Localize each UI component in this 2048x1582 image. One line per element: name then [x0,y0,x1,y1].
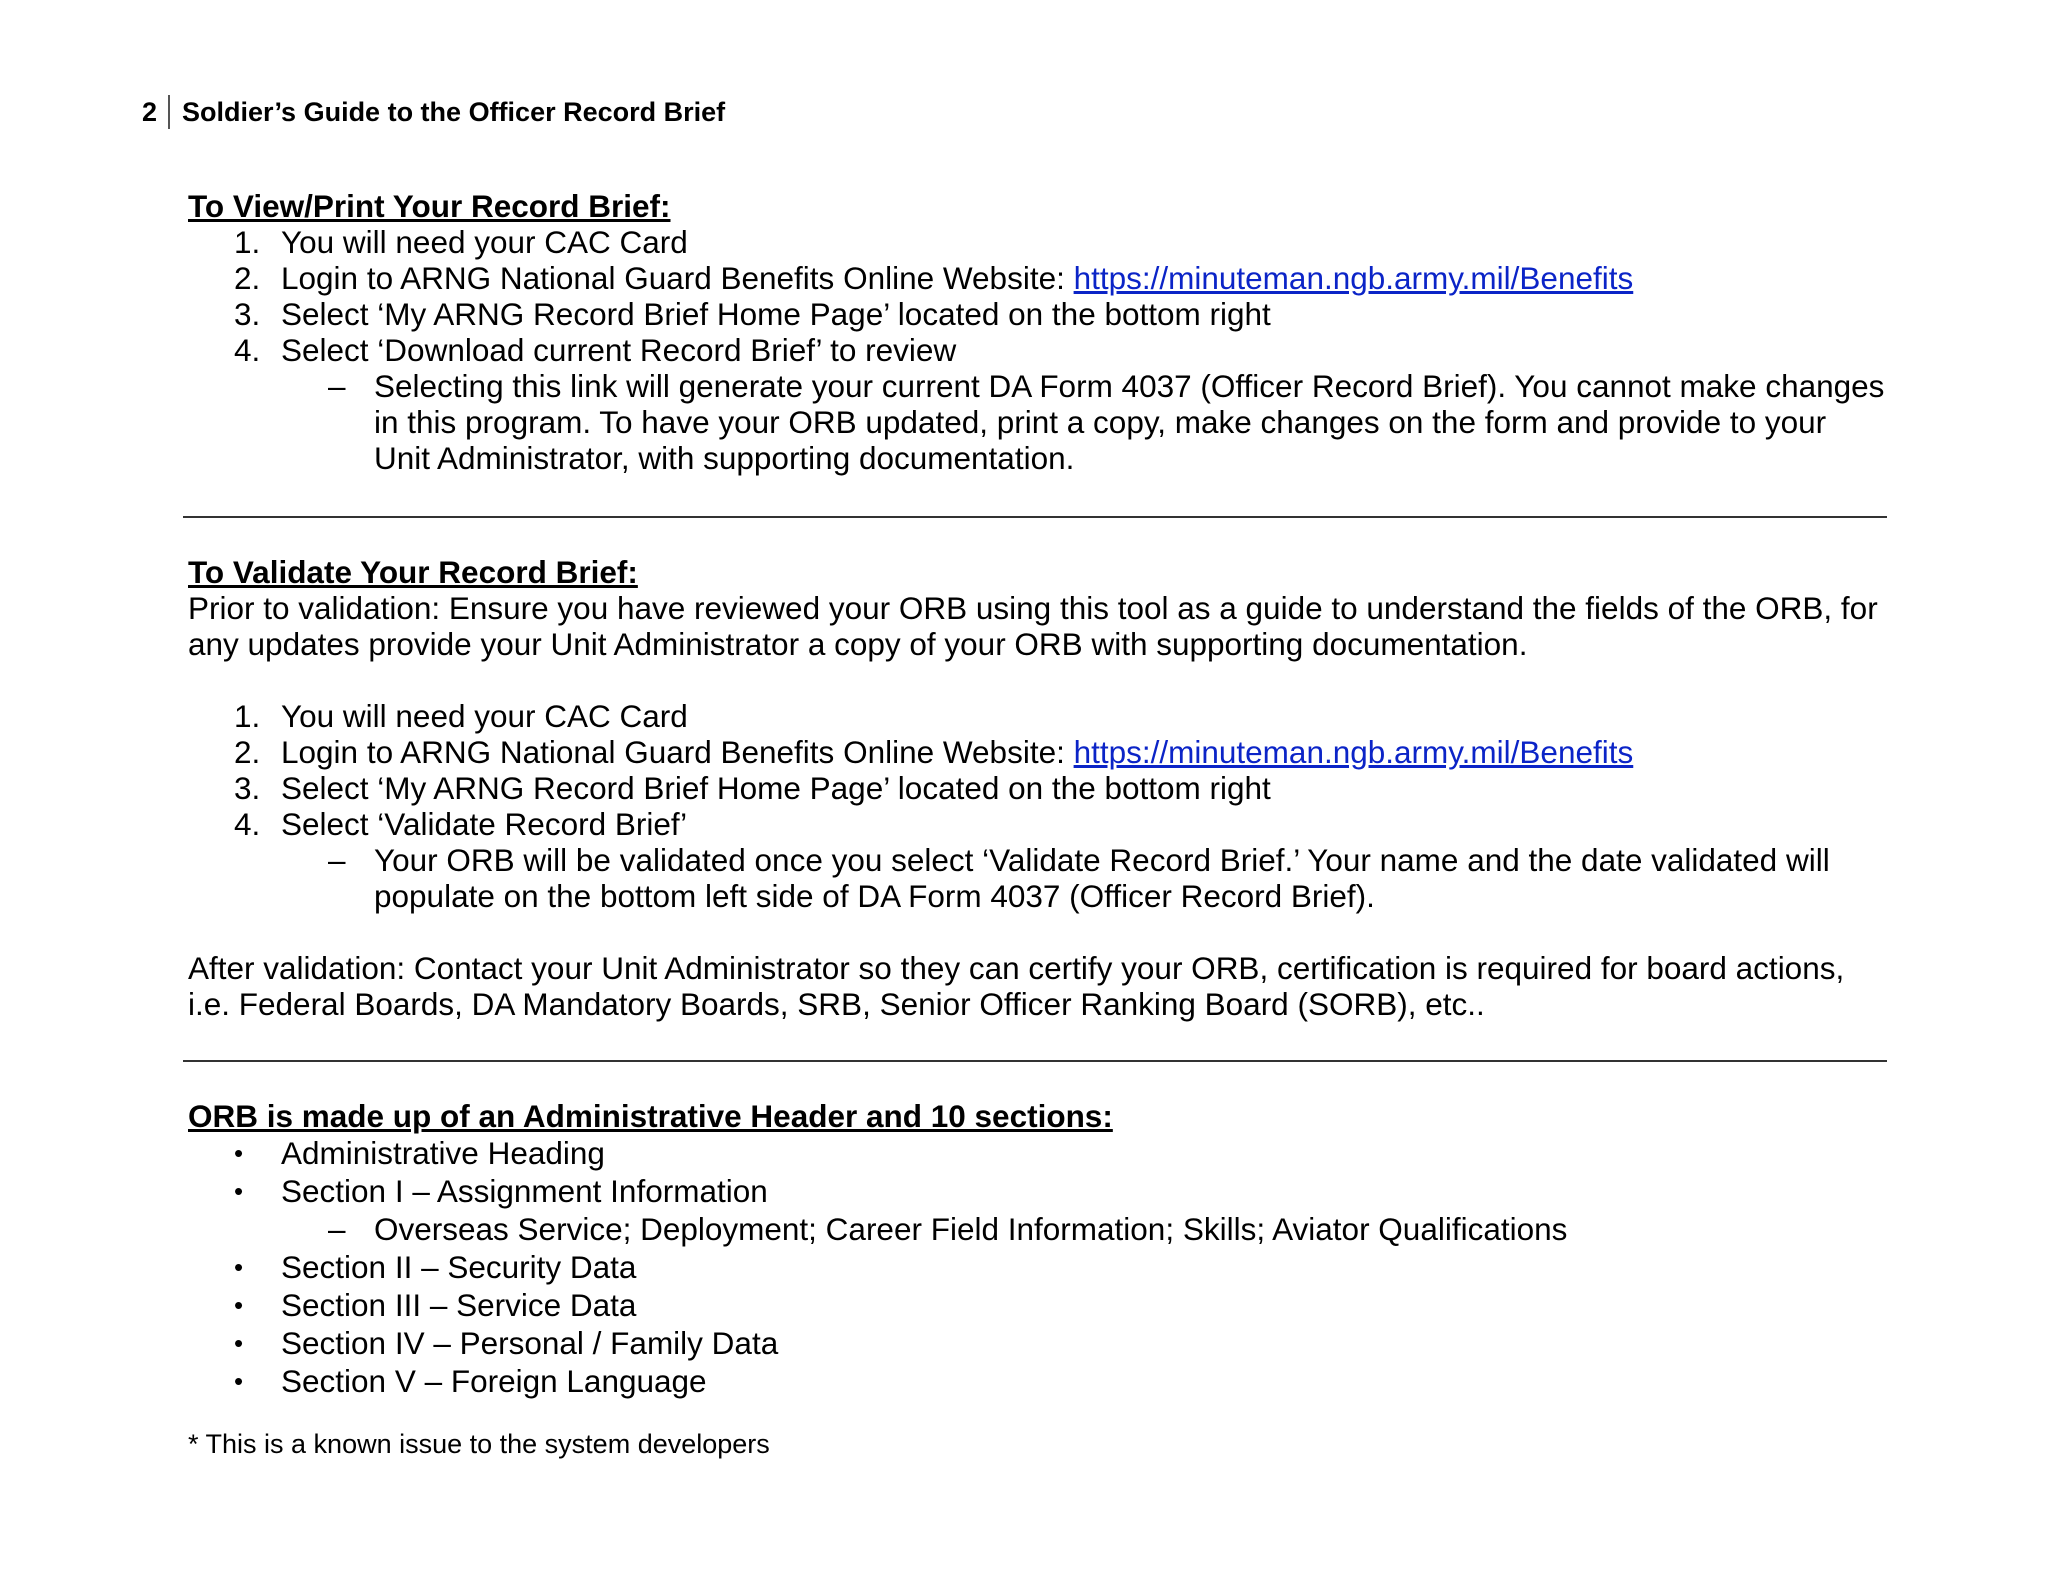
list-item [188,296,1888,332]
bullet-marker: • [234,1290,244,1320]
section-divider [183,516,1887,518]
document-title: Soldier’s Guide to the Officer Record Brief [182,97,726,127]
list-item [188,1324,1888,1362]
item-text: Section I – Assignment Information [281,1173,768,1209]
validate-heading: To Validate Your Record Brief: [188,554,638,590]
footnote: * This is a known issue to the system developers [188,1429,770,1459]
bullet-marker: • [234,1138,244,1168]
list-item [188,332,1888,368]
list-item [188,770,1888,806]
step-number: 4. [234,806,261,842]
step-number: 3. [234,770,261,806]
validate-section [188,554,1888,1022]
benefits-link[interactable]: https://minuteman.ngb.army.mil/Benefits [1073,260,1634,296]
step-number: 3. [234,296,261,332]
item-text: Section V – Foreign Language [281,1363,707,1399]
view-print-steps [188,224,1888,368]
step-text: You will need your CAC Card [281,224,688,260]
orb-sections [188,1098,1888,1400]
view-print-heading: To View/Print Your Record Brief: [188,188,671,224]
list-item [188,224,1888,260]
bullet-marker: • [234,1176,244,1206]
step-text: Login to ARNG National Guard Benefits Online Website: [281,260,1074,296]
note-text: Your ORB will be validated once you select ‘Validate Record Brief.’ Your name and the date validated will populate on the bottom left side of DA Form 4037 (Officer Record Brief). [374,842,1830,914]
dash-marker: – [328,1211,346,1247]
item-text: Section III – Service Data [281,1287,637,1323]
page-number: 2 [142,95,170,129]
item-text: Administrative Heading [281,1135,605,1171]
list-item [188,734,1888,770]
after-validation-text: After validation: Contact your Unit Administrator so they can certify your ORB, certification is required for board actions, i.e. Federal Boards, DA Mandatory Boards, SRB, Senior Officer Ranking Board (SORB), etc.. [188,950,1845,1022]
view-print-section [188,188,1888,476]
dash-marker: – [328,842,346,878]
step-number: 2. [234,260,261,296]
item-text: Section II – Security Data [281,1249,637,1285]
benefits-link[interactable]: https://minuteman.ngb.army.mil/Benefits [1073,734,1634,770]
step-text: You will need your CAC Card [281,698,688,734]
orb-section-list [188,1134,1888,1400]
step-text: Login to ARNG National Guard Benefits Online Website: [281,734,1074,770]
step-number: 1. [234,698,261,734]
step-number: 2. [234,734,261,770]
step-text: Select ‘Download current Record Brief’ to review [281,332,957,368]
page-header [142,92,725,132]
bullet-marker: • [234,1252,244,1282]
orb-heading: ORB is made up of an Administrative Header and 10 sections: [188,1098,1113,1134]
list-item [188,1172,1888,1210]
prior-validation-text: Prior to validation: Ensure you have reviewed your ORB using this tool as a guide to understand the fields of the ORB, for any updates provide your Unit Administrator a copy of your ORB with supporting documentation. [188,590,1878,662]
section-divider [183,1060,1887,1062]
dash-marker: – [328,368,346,404]
step-number: 1. [234,224,261,260]
validate-note [188,842,1888,914]
item-text: Overseas Service; Deployment; Career Field Information; Skills; Aviator Qualifications [374,1211,1568,1247]
note-text: Selecting this link will generate your current DA Form 4037 (Officer Record Brief). You cannot make changes in this program. To have your ORB updated, print a copy, make changes on the form and provide to your Unit Administrator, with supporting documentation. [374,368,1885,476]
list-item [188,698,1888,734]
list-item [188,1362,1888,1400]
list-item [188,1286,1888,1324]
sub-list-item [188,1210,1888,1248]
list-item [188,806,1888,842]
bullet-marker: • [234,1366,244,1396]
validate-steps [188,698,1888,842]
view-print-note [188,368,1888,476]
bullet-marker: • [234,1328,244,1358]
list-item [188,1248,1888,1286]
list-item [188,1134,1888,1172]
step-text: Select ‘My ARNG Record Brief Home Page’ located on the bottom right [281,296,1271,332]
step-text: Select ‘Validate Record Brief’ [281,806,688,842]
step-number: 4. [234,332,261,368]
item-text: Section IV – Personal / Family Data [281,1325,779,1361]
list-item [188,260,1888,296]
step-text: Select ‘My ARNG Record Brief Home Page’ located on the bottom right [281,770,1271,806]
